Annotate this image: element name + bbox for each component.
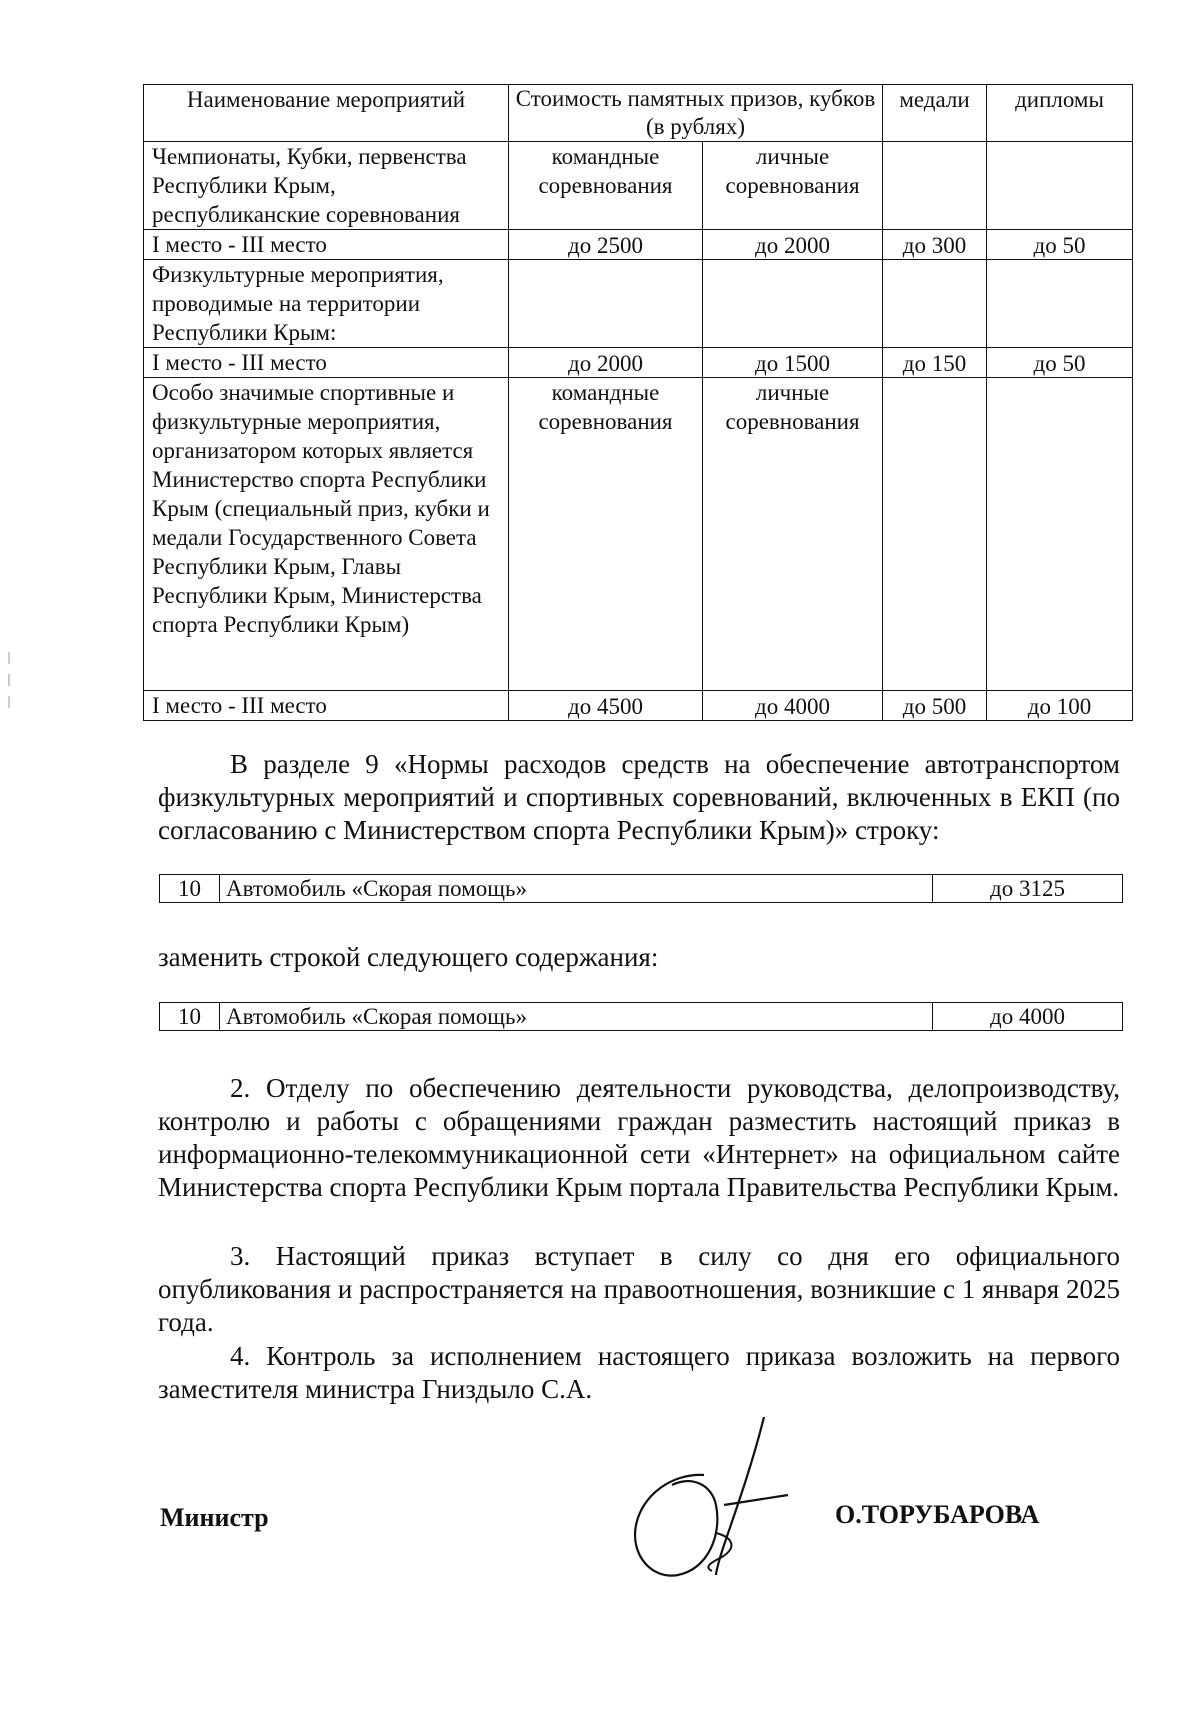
row-name: I место - III место [144,230,509,260]
header-cost [509,85,883,142]
old-row-num: 10 [160,875,220,903]
signatory-name: О.ТОРУБАРОВА [835,1500,1040,1529]
row-medals [883,142,987,230]
row-medals: до 500 [883,691,987,721]
row-personal: до 4000 [703,691,883,721]
paragraph-4: 4. Контроль за исполнением настоящего приказа возложить на первого заместителя министра Гниздыло С.А. [158,1341,1120,1404]
row-diplomas: до 50 [987,348,1133,378]
old-row-value: до 3125 [933,875,1123,903]
paragraph-2: 2. Отделу по обеспечению деятельности руководства, делопроизводству, контролю и работы с обращениями граждан разместить настоящий приказ в информационно-телекоммуникационной сети «Интернет» на официальном сайте Министерства спорта Республики Крым портала Правительства Республики Крым. [158,1073,1120,1202]
row-team: до 4500 [509,691,703,721]
paragraph-3: 3. Настоящий приказ вступает в силу со дня его официального опубликования и распространяется на правоотношения, возникшие с 1 января 2025 года. [158,1241,1120,1337]
row-personal: личные соревнования [703,378,883,691]
row-diplomas [987,260,1133,348]
row-team: до 2000 [509,348,703,378]
row-diplomas [987,142,1133,230]
table-row [144,230,1133,260]
row-diplomas [987,378,1133,691]
replace-paragraph: заменить строкой следующего содержания: [158,942,659,972]
section9-paragraph: В разделе 9 «Нормы расходов средств на обеспечение автотранспортом физкультурных мероприятий и спортивных соревнований, включенных в ЕКП (по согласованию с Министерством спорта Республики Крым)» строку: [158,749,1120,845]
row-medals: до 150 [883,348,987,378]
scan-margin-marks [6,652,12,712]
row-name: Особо значимые спортивные и физкультурные мероприятия, организатором которых является Министерство спорта Республики Крым (специальный приз, кубки и медали Государственного Совета Республики Крым, Главы Республики Крым, Министерства спорта Республики Крым) [144,378,509,691]
row-diplomas: до 50 [987,230,1133,260]
new-row-num: 10 [160,1003,220,1031]
new-row-label: Автомобиль «Скорая помощь» [220,1003,933,1031]
row-team: до 2500 [509,230,703,260]
table-row [160,875,1123,903]
table-row [144,378,1133,691]
row-medals [883,260,987,348]
new-row-value: до 4000 [933,1003,1123,1031]
table-row [144,691,1133,721]
row-personal: до 1500 [703,348,883,378]
row-medals: до 300 [883,230,987,260]
row-name: Физкультурные мероприятия, проводимые на территории Республики Крым: [144,260,509,348]
row-personal: личные соревнования [703,142,883,230]
signature-role: Министр [160,1503,269,1532]
header-medals: медали [883,85,987,142]
table-row [144,260,1133,348]
row-personal [703,260,883,348]
table-row [144,348,1133,378]
table-row [160,1003,1123,1031]
row-team: командные соревнования [509,378,703,691]
row-name: Чемпионаты, Кубки, первенства Республики Крым, республиканские соревнования [144,142,509,230]
row-personal: до 2000 [703,230,883,260]
header-cost-text: Стоимость памятных призов, кубков (в рублях) [515,86,876,139]
new-row-table [159,1002,1123,1031]
row-team: командные соревнования [509,142,703,230]
row-medals [883,378,987,691]
handwritten-signature [612,1415,802,1585]
table-row [144,142,1133,230]
row-name: I место - III место [144,691,509,721]
table-header-row [144,85,1133,142]
row-team [509,260,703,348]
header-diplomas: дипломы [987,85,1133,142]
prizes-table [143,84,1133,721]
old-row-table [159,874,1123,903]
header-name: Наименование мероприятий [144,85,509,142]
row-name: I место - III место [144,348,509,378]
old-row-label: Автомобиль «Скорая помощь» [220,875,933,903]
row-diplomas: до 100 [987,691,1133,721]
